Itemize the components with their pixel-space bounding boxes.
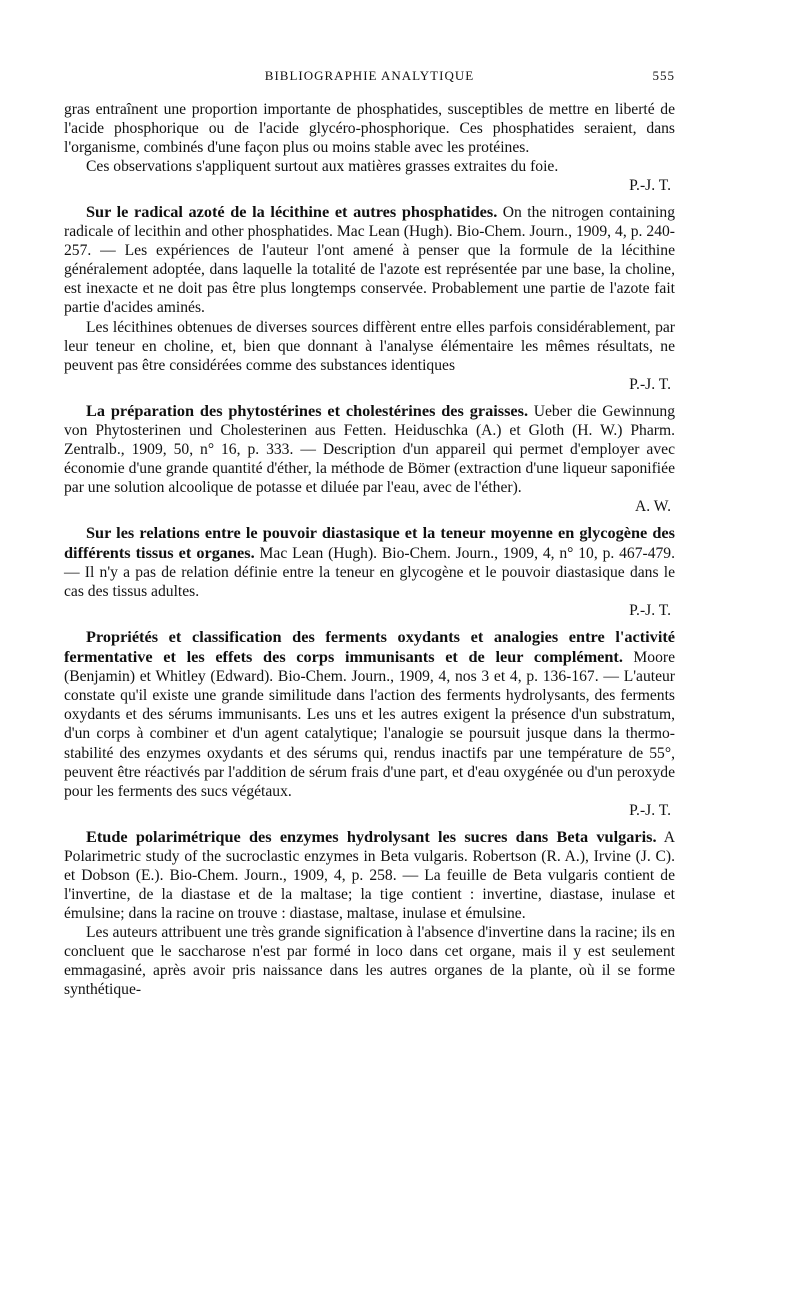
article-body: Ueber die Gewinnung von Phytosterinen und Cholesterinen aus Fetten. Heiduschka (A.) et Gloth (H. W.) Pharm. Zentralb., 1909, 50, n° 16, p. 333. — Description d'un appareil qui permet d'employer avec économie d'une grande quantité d'éther, la méthode de Bömer (extraction d'une liqueur saponifiée par une solution alcoolique de potasse et diluée par l'eau, avec de l'éther). (64, 402, 676, 496)
article-entry (64, 401, 675, 516)
intro-paragraph-2: Ces observations s'appliquent surtout aux matières grasses extraites du foie. (86, 158, 559, 176)
page-number: 555 (652, 68, 675, 83)
article-paragraph: Les lécithines obtenues de diverses sources diffèrent entre elles parfois considérablement, par leur teneur en choline, et, bien que donnant à l'analyse élémentaire les mêmes résultats, ne peuvent pas être considérées comme des substances identiques (64, 318, 675, 374)
signature: P.-J. T. (629, 602, 671, 620)
article-body: Moore (Benjamin) et Whitley (Edward). Bio-Chem. Journ., 1909, 4, nos 3 et 4, p. 136-167. — L'auteur constate qu'il existe une grande similitude dans l'action des ferments hydrolysants, des ferments oxydants et des sérums immunisants. Les uns et les autres exigent la présence d'un substratum, d'un corps à combiner et d'un agent catalytique; l'analogie se poursuit jusque dans la thermo-stabilité des enzymes oxydants et des sérums qui, rendus inactifs par une température de 55°, peuvent être réactivés par l'addition de sérum frais d'une part, et d'eau oxygénée ou d'un peroxyde pour les ferments des sucs végétaux. (64, 649, 675, 800)
article-title: Sur les relations entre le pouvoir diastasique et la teneur moyenne en glycogène des différents tissus et organes. (64, 522, 675, 563)
article-entry (64, 523, 675, 620)
page-header (64, 68, 675, 90)
article-title: Propriétés et classification des ferments oxydants et analogies entre l'activité fermentative et les effets des corps immunisants et de leur complément. (64, 627, 675, 667)
article-entry (64, 202, 675, 393)
article-title: La préparation des phytostérines et cholestérines des graisses. (86, 400, 529, 420)
article-title: Sur le radical azoté de la lécithine et autres phosphatides. (86, 202, 498, 222)
article-title: Etude polarimétrique des enzymes hydrolysant les sucres dans Beta vulgaris. (86, 826, 657, 846)
page (64, 68, 675, 999)
running-title: BIBLIOGRAPHIE ANALYTIQUE (264, 68, 475, 83)
signature: P.-J. T. (629, 375, 671, 393)
article-entry (64, 627, 675, 819)
intro-paragraph: gras entraînent une proportion importante de phosphatides, susceptibles de mettre en liberté de l'acide phosphorique ou de l'acide glycéro-phosphorique. Ces phosphatides seraient, dans l'organisme, combinés d'une façon plus ou moins stable avec les protéines. (64, 101, 675, 157)
article-paragraph: Les auteurs attribuent une très grande signification à l'absence d'invertine dans la racine; ils en concluent que le saccharose n'est par formé in loco dans cet organe, mais il y est seulement emmagasiné, après avoir pris naissance dans les autres organes de la plante, où il se forme synthétique- (64, 923, 675, 999)
article-body: Mac Lean (Hugh). Bio-Chem. Journ., 1909, 4, n° 10, p. 467-479. — Il n'y a pas de relation définie entre la teneur en glycogène et le pouvoir diastasique dans le cas des tissus adultes. (64, 545, 675, 601)
signature: P.-J. T. (629, 177, 671, 195)
article-body: On the nitrogen containing radicale of lecithin and other phosphatides. Mac Lean (Hugh). Bio-Chem. Journ., 1909, 4, p. 240-257. — Les expériences de l'auteur l'ont amené à penser que la formule de la lécithine généralement adoptée, dans laquelle la totalité de l'azote est représentée par une base, la choline, est inexacte et ne doit pas être plus longtemps conservée. Probablement une partie de l'azote fait partie d'acides aminés. (64, 204, 675, 317)
signature: A. W. (635, 497, 671, 515)
signature: P.-J. T. (629, 801, 671, 819)
article-entry (64, 827, 675, 999)
article-body: A Polarimetric study of the sucroclastic enzymes in Beta vulgaris. Robertson (R. A.), Irvine (J. C). et Dobson (E.). Bio-Chem. Journ., 1909, 4, p. 258. — La feuille de Beta vulgaris contient de l'invertine, de la diastase et de la maltase; la tige contient : invertine, diastase, inulase et émulsine; dans la racine on trouve : diastase, maltase, inulase et émulsine. (64, 828, 675, 922)
page-body (64, 100, 675, 999)
